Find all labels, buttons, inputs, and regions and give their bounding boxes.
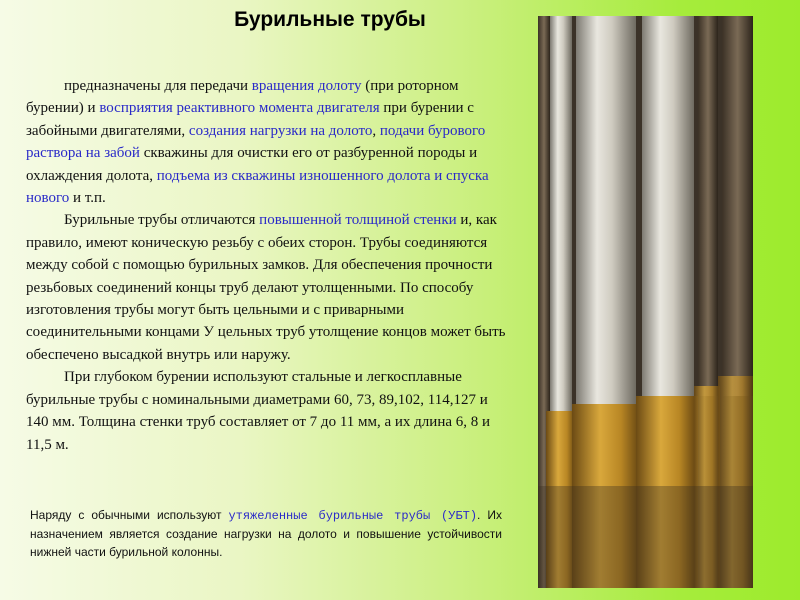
text-run: (при роторном бурении) и bbox=[26, 78, 459, 117]
highlighted-term: вращения долоту bbox=[251, 78, 362, 94]
text-run: и, как правило, имеют коническую резьбу с обеих сторон. Трубы соединяются между собой с помощью бурильных замков. Для обеспечения прочности резьбовых соединений концы труб делают утолщенными. По способу изготовления трубы могут быть цельными и с приварными соединительными концами У цельных труб утолщение концов может быть обеспечено высадкой внутрь или наружу. bbox=[26, 212, 506, 363]
text-run: скважины для очистки его от разбуренной породы и охлаждения долота, bbox=[26, 145, 478, 184]
text-run: предназначены для передачи bbox=[64, 78, 252, 94]
text-run: При глубоком бурении используют стальные и легкосплавные бурильные трубы с номинальными диаметрами 60, 73, 89,102, 114,127 и 140 мм. Толщина стенки труб составляет от 7 до 11 мм, а их длина 6, 8 и 11,5 м. bbox=[26, 369, 491, 453]
paragraph-dimensions bbox=[26, 366, 506, 456]
main-text-block bbox=[26, 75, 506, 456]
paragraph-purpose bbox=[26, 75, 506, 209]
text-run: Наряду с обычными используют bbox=[30, 508, 229, 522]
highlighted-term: подъема из скважины изношенного долота и спуска нового bbox=[26, 167, 489, 207]
text-run: Бурильные трубы отличаются bbox=[64, 212, 260, 229]
highlighted-term: подачи бурового раствора на забой bbox=[26, 122, 486, 162]
text-run: , bbox=[372, 122, 380, 139]
highlighted-term: утяжеленные бурильные трубы (УБТ) bbox=[228, 509, 478, 523]
text-run: и т.п. bbox=[69, 190, 106, 207]
highlighted-term: восприятия реактивного момента двигателя bbox=[99, 100, 380, 117]
drill-pipes-photo bbox=[538, 16, 753, 588]
paragraph-features bbox=[26, 209, 506, 366]
text-run: при бурении с забойными двигателями, bbox=[26, 100, 474, 139]
slide-title: Бурильные трубы bbox=[234, 8, 426, 31]
highlighted-term: повышенной толщиной стенки bbox=[259, 212, 457, 229]
note-heavy-pipes bbox=[30, 506, 502, 561]
highlighted-term: создания нагрузки на долото bbox=[188, 122, 373, 139]
text-run: . Их назначением является создание нагрузки на долото и повышение устойчивости нижней части бурильной колонны. bbox=[30, 508, 502, 559]
